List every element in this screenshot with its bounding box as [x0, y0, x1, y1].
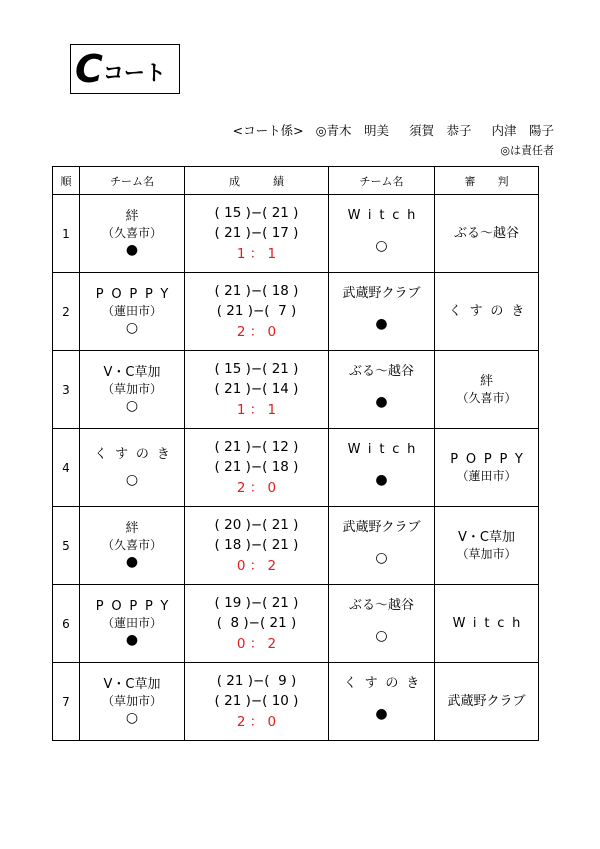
team-result-mark: ●: [125, 632, 139, 649]
score-cell: [185, 663, 329, 741]
opponent-name: Witch: [347, 442, 424, 457]
team-name: POPPY: [95, 286, 177, 302]
table-row: [53, 585, 539, 663]
team-cell: [80, 195, 185, 273]
header-order: 順: [53, 167, 80, 195]
staff-member: 内津 陽子: [491, 123, 554, 138]
opponent-name: 武蔵野クラブ: [342, 286, 421, 301]
referee-name: くすのき: [448, 303, 532, 319]
match-number: 2: [53, 273, 80, 351]
match-number: 6: [53, 585, 80, 663]
match-table: [52, 166, 539, 741]
team-result-mark: ○: [125, 320, 139, 337]
opponent-result-mark: ○: [375, 237, 388, 254]
referee-city: （蓮田市）: [456, 469, 517, 484]
match-result: 2 ： 0: [236, 323, 277, 340]
opponent-cell: [329, 663, 435, 741]
team-result-mark: ●: [125, 554, 139, 571]
opponent-result-mark: ●: [375, 393, 388, 410]
referee-name: V・C草加: [458, 529, 515, 545]
score-cell: [185, 585, 329, 663]
score-cell: [185, 429, 329, 507]
referee-cell: [435, 429, 539, 507]
team-name: 絆: [125, 208, 139, 224]
referee-name: 絆: [479, 373, 493, 389]
opponent-result-mark: ○: [375, 627, 388, 644]
match-result: 2 ： 0: [236, 479, 277, 496]
referee-cell: [435, 663, 539, 741]
logo-text: コート: [102, 61, 166, 85]
team-result-mark: ●: [125, 242, 139, 259]
referee-name: 武蔵野クラブ: [447, 693, 526, 709]
header-score: 成 績: [185, 167, 329, 195]
opponent-name: Witch: [347, 208, 424, 223]
opponent-result-mark: ○: [375, 549, 388, 566]
staff-member: 須賀 恭子: [408, 123, 472, 138]
set-score: ( 21 )−( 17 ): [214, 225, 299, 242]
team-result-mark: ○: [125, 472, 139, 489]
team-result-mark: ○: [125, 398, 139, 415]
opponent-cell: [329, 351, 435, 429]
header-referee: 審 判: [435, 167, 539, 195]
opponent-name: ぶる～越谷: [348, 598, 414, 613]
opponent-result-mark: ●: [375, 471, 388, 488]
referee-name: Witch: [452, 615, 529, 631]
match-result: 2 ： 0: [236, 713, 277, 730]
header-opponent: チーム名: [329, 167, 435, 195]
set-score: ( 21 )−( 9 ): [216, 672, 297, 689]
set-score: ( 21 )−( 18 ): [214, 282, 299, 299]
set-score: ( 21 )−( 18 ): [214, 459, 299, 476]
court-staff: [233, 121, 554, 139]
match-number: 1: [53, 195, 80, 273]
match-number: 4: [53, 429, 80, 507]
team-cell: [80, 273, 185, 351]
score-cell: [185, 507, 329, 585]
team-result-mark: ○: [125, 710, 139, 727]
set-score: ( 20 )−( 21 ): [214, 516, 299, 533]
set-score: ( 21 )−( 12 ): [214, 438, 299, 455]
opponent-result-mark: ●: [375, 705, 388, 722]
opponent-cell: [329, 585, 435, 663]
staff-member: ◎青木 明美: [315, 123, 389, 138]
team-name: V・C草加: [103, 364, 161, 380]
set-score: ( 19 )−( 21 ): [214, 594, 299, 611]
table-row: [53, 351, 539, 429]
opponent-name: くすのき: [343, 676, 427, 691]
team-name: V・C草加: [103, 676, 161, 692]
team-name: 絆: [125, 520, 139, 536]
table-row: [53, 663, 539, 741]
score-cell: [185, 273, 329, 351]
opponent-cell: [329, 429, 435, 507]
set-score: ( 21 )−( 7 ): [216, 303, 297, 320]
opponent-cell: [329, 507, 435, 585]
referee-cell: [435, 507, 539, 585]
team-city: （草加市）: [101, 382, 162, 397]
match-result: 1 ： 1: [236, 245, 277, 262]
referee-cell: [435, 273, 539, 351]
referee-cell: [435, 351, 539, 429]
table-row: [53, 273, 539, 351]
team-name: POPPY: [95, 598, 177, 614]
referee-cell: [435, 195, 539, 273]
set-score: ( 21 )−( 10 ): [214, 693, 299, 710]
match-result: 1 ： 1: [236, 401, 277, 418]
header-row: [53, 167, 539, 195]
team-city: （蓮田市）: [101, 304, 162, 319]
set-score: ( 15 )−( 21 ): [214, 204, 299, 221]
team-cell: [80, 663, 185, 741]
team-city: （久喜市）: [101, 226, 162, 241]
score-cell: [185, 351, 329, 429]
opponent-result-mark: ●: [375, 315, 388, 332]
staff-note: ◎は責任者: [500, 144, 554, 157]
referee-name: ぶる～越谷: [453, 225, 519, 241]
referee-city: （草加市）: [456, 547, 517, 562]
team-cell: [80, 507, 185, 585]
table-row: [53, 195, 539, 273]
match-number: 5: [53, 507, 80, 585]
header-team: チーム名: [80, 167, 185, 195]
table-row: [53, 429, 539, 507]
set-score: ( 18 )−( 21 ): [214, 537, 299, 554]
team-cell: [80, 585, 185, 663]
opponent-name: ぶる～越谷: [348, 364, 414, 379]
match-number: 3: [53, 351, 80, 429]
set-score: ( 8 )−( 21 ): [216, 615, 297, 632]
logo-letter: C: [75, 47, 102, 91]
team-name: くすのき: [94, 446, 178, 462]
team-city: （蓮田市）: [101, 616, 162, 631]
match-result: 0 ： 2: [236, 635, 277, 652]
team-cell: [80, 351, 185, 429]
staff-label: <コート係>: [232, 123, 304, 138]
team-city: （草加市）: [101, 694, 162, 709]
referee-city: （久喜市）: [456, 391, 517, 406]
opponent-name: 武蔵野クラブ: [342, 520, 421, 535]
opponent-cell: [329, 273, 435, 351]
court-logo: [70, 44, 180, 94]
score-cell: [185, 195, 329, 273]
referee-cell: [435, 585, 539, 663]
team-cell: [80, 429, 185, 507]
opponent-cell: [329, 195, 435, 273]
match-result: 0 ： 2: [236, 557, 277, 574]
team-city: （久喜市）: [101, 538, 162, 553]
set-score: ( 21 )−( 14 ): [214, 381, 299, 398]
set-score: ( 15 )−( 21 ): [214, 360, 299, 377]
table-row: [53, 507, 539, 585]
referee-name: POPPY: [450, 451, 531, 467]
match-number: 7: [53, 663, 80, 741]
